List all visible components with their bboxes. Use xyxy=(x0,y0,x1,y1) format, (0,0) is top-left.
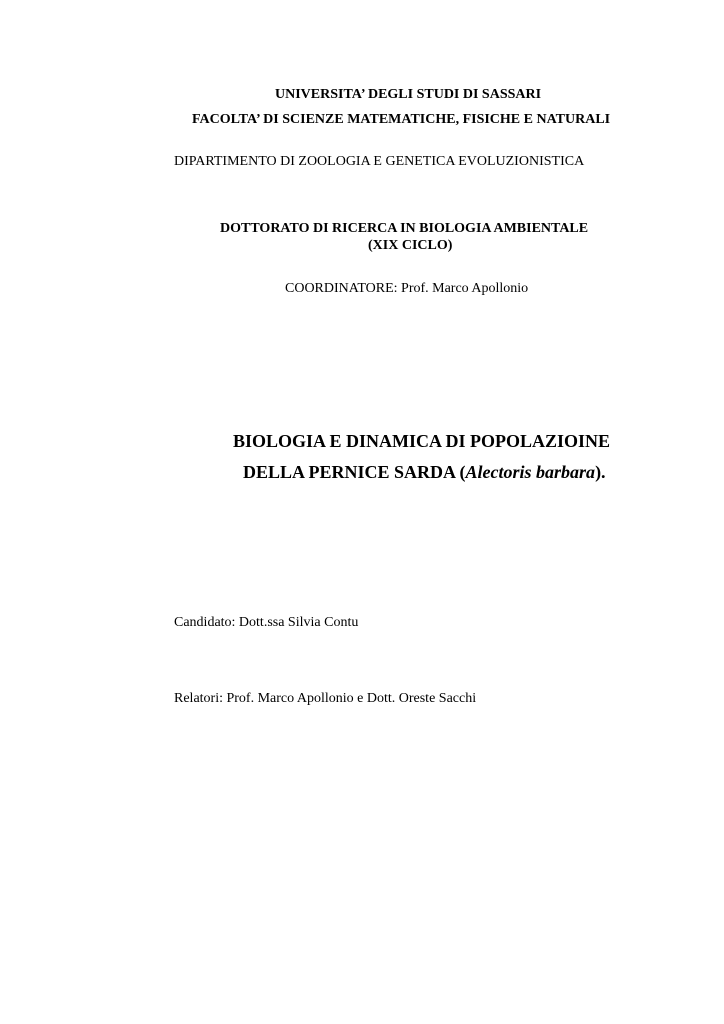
candidate: Candidato: Dott.ssa Silvia Contu xyxy=(174,615,359,630)
doctorate-program: DOTTORATO DI RICERCA IN BIOLOGIA AMBIENTALE xyxy=(220,221,589,236)
thesis-title-prefix: DELLA PERNICE SARDA ( xyxy=(243,462,466,482)
thesis-title-line-2 xyxy=(243,461,606,483)
coordinator: COORDINATORE: Prof. Marco Apollonio xyxy=(285,281,529,296)
faculty-name: FACOLTA’ DI SCIENZE MATEMATICHE, FISICHE E NATURALI xyxy=(192,112,611,127)
doctorate-cycle: (XIX CICLO) xyxy=(368,238,453,253)
thesis-title-suffix: ). xyxy=(595,462,606,482)
species-name: Alectoris barbara xyxy=(465,462,596,482)
supervisors: Relatori: Prof. Marco Apollonio e Dott. Oreste Sacchi xyxy=(174,691,477,706)
university-name: UNIVERSITA’ DEGLI STUDI DI SASSARI xyxy=(275,87,542,102)
department-name: DIPARTIMENTO DI ZOOLOGIA E GENETICA EVOLUZIONISTICA xyxy=(174,154,585,169)
thesis-title-line-1: BIOLOGIA E DINAMICA DI POPOLAZIOINE xyxy=(233,431,611,451)
